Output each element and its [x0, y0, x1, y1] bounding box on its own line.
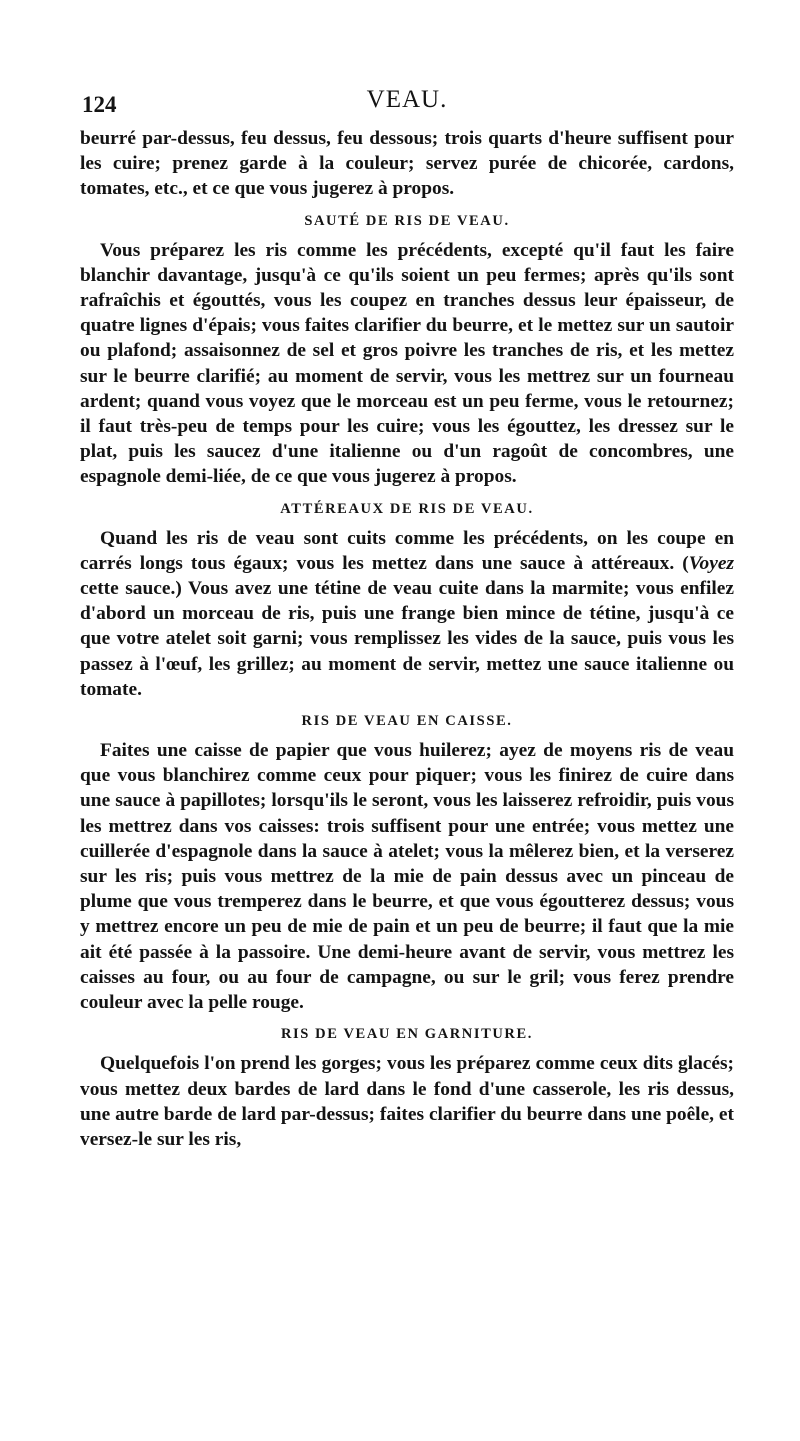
attereaux-text-after: cette sauce.) Vous avez une tétine de veau cuite dans la marmite; vous enfilez d'abord un morceau de ris, puis une frange bien mince de tétine, jusqu'à ce que votre atelet soit garni; vous remplissez les vides de la sauce, puis vous les passez à l'œuf, les grillez; au moment de servir, mettez une sauce italienne ou tomate.	[80, 578, 734, 700]
section-heading-saute: SAUTÉ DE RIS DE VEAU.	[304, 212, 510, 229]
attereaux-text-before: Quand les ris de veau sont cuits comme les précédents, on les coupe en carrés longs tous égaux; vous les mettez dans une sauce à attéreaux. (	[80, 527, 734, 574]
running-head	[80, 86, 734, 126]
paragraph-en-garniture: Quelquefois l'on prend les gorges; vous les préparez comme ceux dits glacés; vous mettez deux bardes de lard dans le fond d'une casserole, les ris dessus, une autre barde de lard par-dessus; faites clarifier du beurre dans une poêle, et versez-le sur les ris,	[80, 1053, 734, 1150]
paragraph-attereaux	[80, 526, 734, 702]
paragraph-saute: Vous préparez les ris comme les précédents, excepté qu'il faut les faire blanchir davantage, jusqu'à ce qu'ils soient un peu fermes; après qu'ils sont rafraîchis et égouttés, vous les coupez en tranches dessus leur épaisseur, de quatre lignes d'épais; vous faites clarifier du beurre, et le mettez sur un sautoir ou plafond; assaisonnez de sel et gros poivre les tranches de ris, et les mettez sur le beurre clarifié; au moment de servir, vous les mettrez sur un fourneau ardent; quand vous voyez que le morceau est un peu ferme, vous le retournez; il faut très-peu de temps pour les cuire; vous les égouttez, les dressez sur le plat, puis les saucez d'une italienne ou d'un ragoût de concombres, une espagnole demi-liée, de ce que vous jugerez à propos.	[80, 239, 734, 488]
section-heading-en-caisse: RIS DE VEAU EN CAISSE.	[301, 713, 513, 730]
book-page	[80, 86, 734, 1152]
continuation-paragraph: beurré par-dessus, feu dessus, feu dessous; trois quarts d'heure suffisent pour les cuire; prenez garde à la couleur; servez purée de chicorée, cardons, tomates, etc., et ce que vous jugerez à propos.	[80, 128, 734, 200]
section-heading-attereaux: ATTÉREAUX DE RIS DE VEAU.	[280, 500, 534, 517]
section-heading-en-garniture: RIS DE VEAU EN GARNITURE.	[280, 1026, 534, 1043]
paragraph-en-caisse: Faites une caisse de papier que vous huilerez; ayez de moyens ris de veau que vous blanchirez comme ceux pour piquer; vous les finirez de cuire dans une sauce à papillotes; lorsqu'ils le seront, vous les laisserez refroidir, puis vous les mettrez dans vos caisses: trois suffisent pour une entrée; vous mettez une cuillerée d'espagnole dans la sauce à atelet; vous la mêlerez bien, et la verserez sur les ris; puis vous mettrez de la mie de pain dessus avec un pinceau de plume que vous tremperez dans le beurre, et que vous égoutterez dessus; vous y mettrez encore un peu de mie de pain et un peu de beurre; il faut que la mie ait été passée à la passoire. Une demi-heure avant de servir, vous mettrez les caisses au four, ou au four de campagne, ou sur le gril; vous ferez prendre couleur avec la pelle rouge.	[80, 740, 734, 1014]
page-body	[80, 126, 734, 1152]
running-title: VEAU.	[366, 86, 448, 113]
page-number: 124	[82, 92, 117, 117]
attereaux-text-italic: Voyez	[688, 552, 734, 574]
